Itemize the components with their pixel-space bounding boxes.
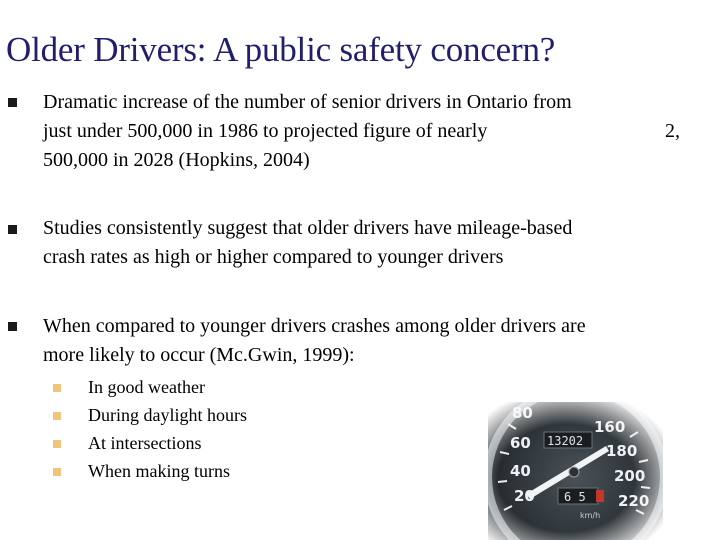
sub-bullet-marker — [53, 384, 61, 392]
sub-bullet-item: In good weather — [88, 377, 205, 397]
sub-bullet-marker — [53, 440, 61, 448]
speedometer-graphic — [488, 402, 663, 540]
sub-bullet-marker — [53, 412, 61, 420]
bullet-line: When compared to younger drivers crashes among older drivers are — [43, 315, 586, 337]
image-vignette — [488, 402, 663, 540]
sub-bullet-item: At intersections — [88, 433, 202, 453]
bullet-line-part: just under 500,000 in 1986 to projected figure of nearly — [43, 120, 488, 142]
sub-bullet-item: During daylight hours — [88, 405, 247, 425]
bullet-line-part: 2, — [665, 120, 680, 142]
bullet-line: more likely to occur (Mc.Gwin, 1999): — [43, 344, 355, 366]
bullet-line: crash rates as high or higher compared to younger drivers — [43, 246, 504, 268]
bullet-line — [43, 117, 698, 146]
sub-bullet-marker — [53, 468, 61, 476]
bullet-item — [43, 88, 698, 175]
bullet-marker — [8, 98, 17, 107]
bullet-marker — [8, 225, 17, 234]
bullet-line: 500,000 in 2028 (Hopkins, 2004) — [43, 149, 310, 171]
bullet-marker — [8, 322, 17, 331]
bullet-line: Studies consistently suggest that older drivers have mileage-based — [43, 217, 573, 239]
speedometer-image — [488, 402, 663, 540]
bullet-item — [43, 312, 698, 370]
sub-bullet-item: When making turns — [88, 461, 230, 481]
bullet-line: Dramatic increase of the number of senior drivers in Ontario from — [43, 91, 572, 113]
slide-title: Older Drivers: A public safety concern? — [6, 30, 556, 69]
bullet-item — [43, 214, 698, 272]
